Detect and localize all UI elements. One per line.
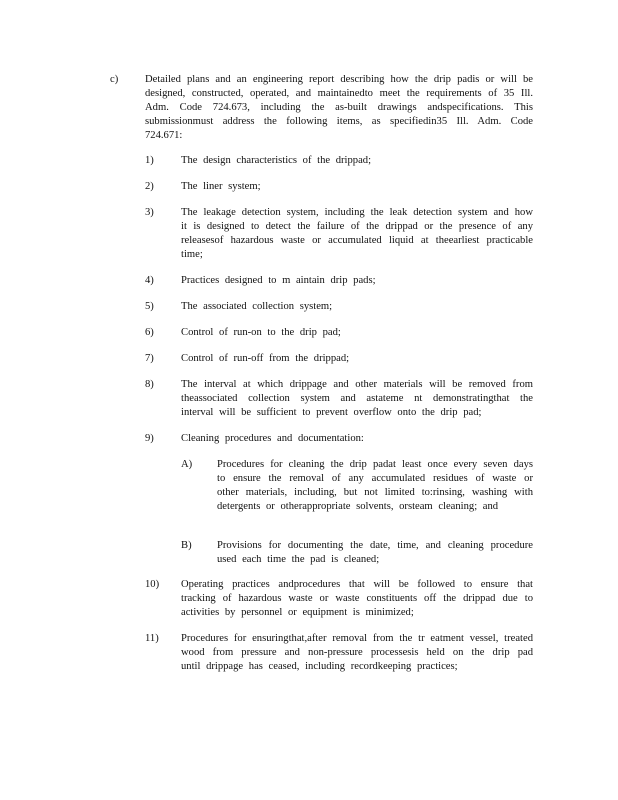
item-label: 10) (145, 579, 160, 590)
section-text: Detailed plans and an engineering report describing how the drip padis or will be designed, constructed, operated, and maintainedto meet the requirements of 35 Ill. Adm. Code 724.673, including the as-built drawings andspecifications. This submissionmust address the following items, as specifiedin35 Ill. Adm. Code 724.671: (145, 74, 533, 141)
item-label: 6) (145, 327, 154, 338)
item-text: The liner system; (181, 181, 261, 192)
section-label: c) (110, 74, 119, 85)
item-text: Control of run-off from the drippad; (181, 353, 350, 364)
item-label: 9) (145, 433, 154, 444)
item-text: The leakage detection system, including the leak detection system and how it is designed to detect the failure of the drippad or the presence of any releasesof hazardous waste or accumulated liquid at theearliest practicable time; (181, 207, 533, 260)
sub-item-text: Procedures for cleaning the drip padat least once every seven days to ensure the removal of any accumulated residues of waste or other materials, including, but not limited to:rinsing, washing with detergents or otherappropriate solvents, orsteam cleaning; and (217, 459, 533, 512)
item-label: 1) (145, 155, 154, 166)
item-label: 2) (145, 181, 154, 192)
item-label: 7) (145, 353, 154, 364)
item-text: The interval at which drippage and other materials will be removed from theassociated collection system and astateme nt demonstratingthat the interval will be sufficient to prevent overflow onto the drip pad; (181, 379, 533, 418)
item-text: The design characteristics of the drippad; (181, 155, 372, 166)
sub-item-label: B) (181, 540, 192, 551)
item-text: Operating practices andprocedures that will be followed to ensure that tracking of hazardous waste or waste constituents off the drippad due to activities by personnel or equipment is minimized; (181, 579, 533, 618)
item-text: Cleaning procedures and documentation: (181, 433, 364, 444)
item-label: 8) (145, 379, 154, 390)
item-text: The associated collection system; (181, 301, 333, 312)
item-text: Procedures for ensuringthat,after removal from the tr eatment vessel, treated wood from pressure and non-pressure processesis held on the drip pad until drippage has ceased, including recordkeeping practices; (181, 633, 533, 672)
item-text: Practices designed to m aintain drip pads; (181, 275, 376, 286)
item-label: 11) (145, 633, 159, 644)
item-label: 4) (145, 275, 154, 286)
sub-item-text: Provisions for documenting the date, time, and cleaning procedure used each time the pad is cleaned; (217, 540, 533, 565)
item-label: 5) (145, 301, 154, 312)
sub-item-label: A) (181, 459, 193, 470)
item-text: Control of run-on to the drip pad; (181, 327, 341, 338)
item-label: 3) (145, 207, 154, 218)
